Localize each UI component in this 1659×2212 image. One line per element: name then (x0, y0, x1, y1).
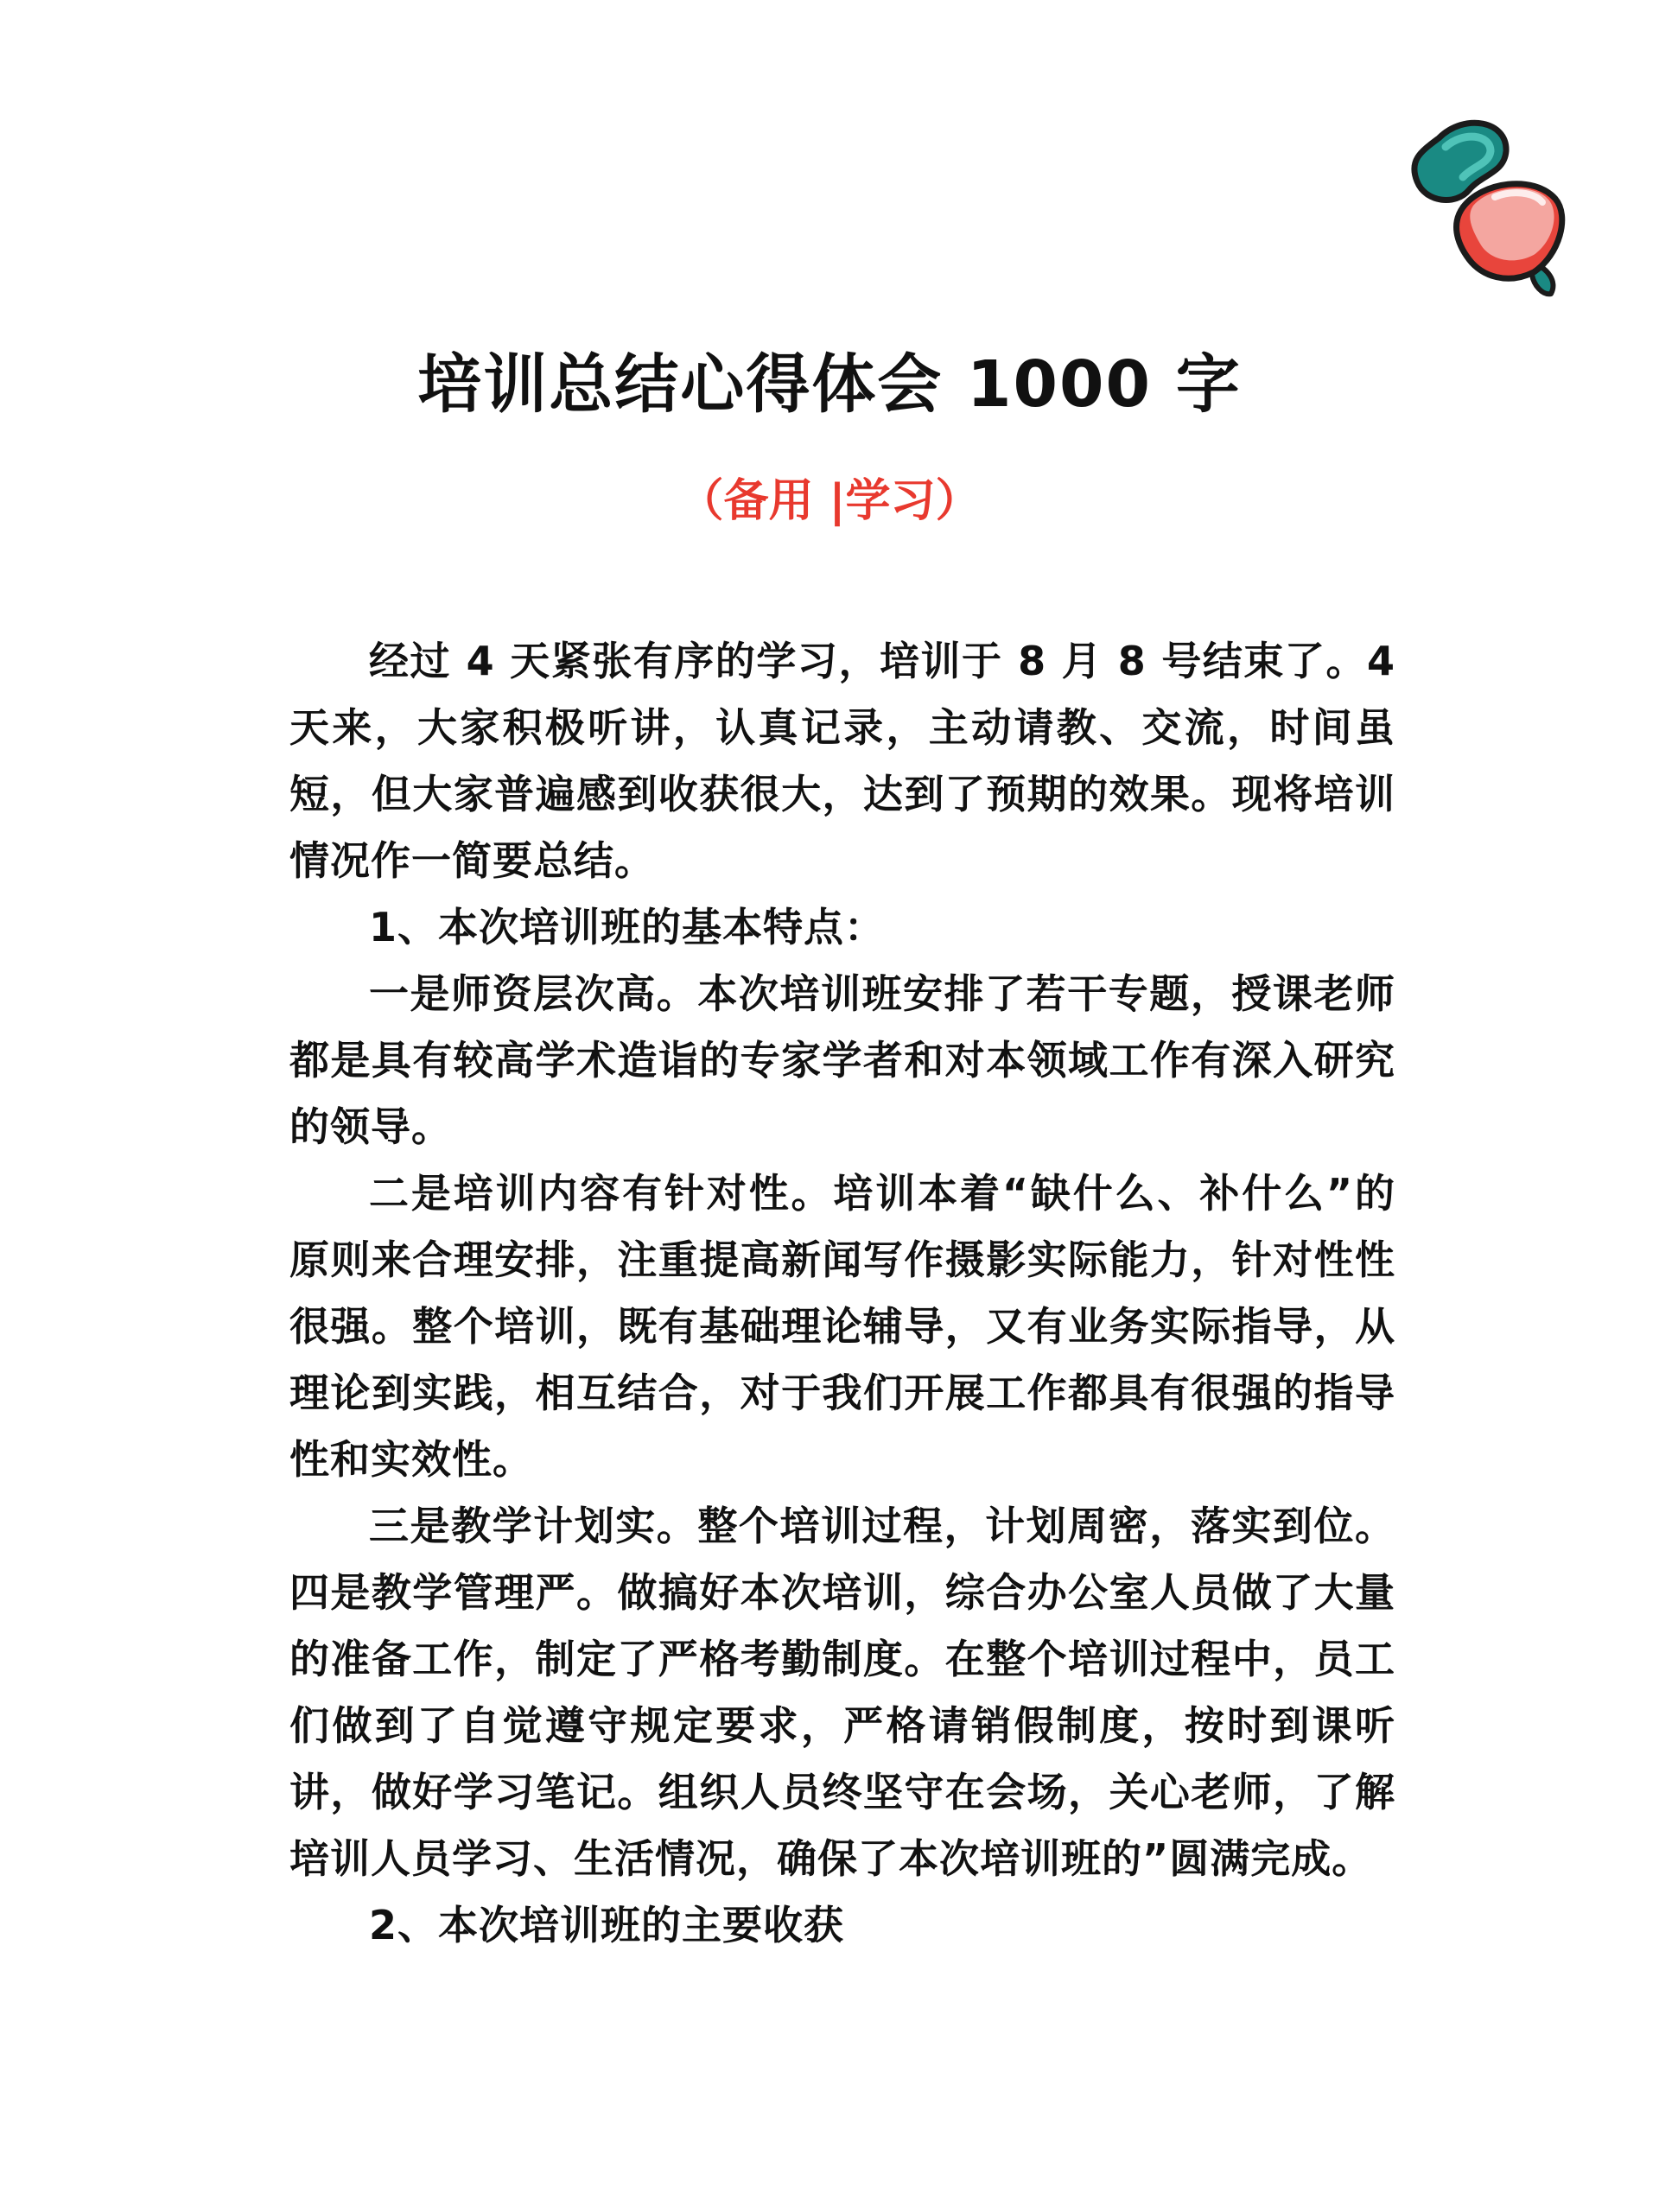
paragraph-point-2: 二是培训内容有针对性。培训本着“缺什么、补什么”的原则来合理安排，注重提高新闻写作摄影实际能力，针对性性很强。整个培训，既有基础理论辅导，又有业务实际指导，从理论到实践，相互结合，对于我们开展工作都具有很强的指导性和实效性。 (289, 1170, 1395, 1483)
paragraph-point-1: 一是师资层次高。本次培训班安排了若干专题，授课老师都是具有较高学术造诣的专家学者和对本领域工作有深入研究的领导。 (289, 970, 1395, 1150)
document-body (289, 628, 1395, 1959)
section-heading-1: 1、本次培训班的基本特点： (369, 904, 886, 950)
bean-and-cup-sticker-icon (1404, 112, 1586, 302)
section-heading-2: 2、本次培训班的主要收获 (369, 1902, 845, 1948)
paragraph-point-3-4: 三是教学计划实。整个培训过程，计划周密，落实到位。四是教学管理严。做搞好本次培训，综合办公室人员做了大量的准备工作，制定了严格考勤制度。在整个培训过程中，员工们做到了自觉遵守规定要求，严格请销假制度，按时到课听讲，做好学习笔记。组织人员终坚守在会场，关心老师，了解培训人员学习、生活情况，确保了本次培训班的”圆满完成。 (289, 1503, 1395, 1882)
document-subtitle: （备用 |学习） (678, 475, 981, 527)
paragraph-intro: 经过 4 天紧张有序的学习，培训于 8 月 8 号结束了。4 天来，大家积极听讲，认真记录，主动请教、交流，时间虽短，但大家普遍感到收获很大，达到了预期的效果。现将培训情况作一简要总结。 (289, 638, 1395, 884)
document-title: 培训总结心得体会 1000 字 (417, 347, 1242, 422)
